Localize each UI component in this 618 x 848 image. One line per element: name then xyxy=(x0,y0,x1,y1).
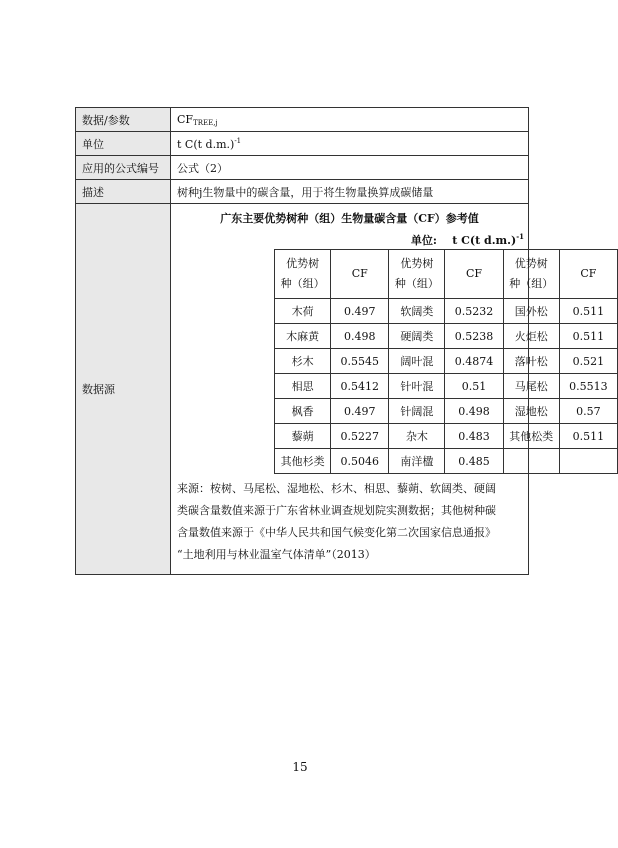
species-cell xyxy=(503,449,559,474)
cf-cell: 0.497 xyxy=(331,299,389,324)
species-cell: 藜蒴 xyxy=(275,424,331,449)
source-content xyxy=(171,204,608,575)
table-title: 广东主要优势树种（组）生物量碳含量（CF）参考值 xyxy=(220,212,479,225)
cf-cell: 0.5227 xyxy=(331,424,389,449)
species-cell: 木麻黄 xyxy=(275,324,331,349)
table-unit xyxy=(175,228,524,246)
formula-label: 应用的公式编号 xyxy=(76,156,171,180)
table-row xyxy=(275,374,618,399)
note-line: “土地利用与林业温室气体清单”（2013） xyxy=(177,548,376,561)
cf-cell: 0.5513 xyxy=(559,374,617,399)
unit-value xyxy=(171,132,529,156)
formula-row xyxy=(76,156,529,180)
table-unit-label: 单位: xyxy=(410,234,437,247)
param-value-main: CF xyxy=(177,112,194,126)
desc-value: 树种j生物量中的碳含量，用于将生物量换算成碳储量 xyxy=(171,180,529,204)
cf-cell: 0.5238 xyxy=(445,324,503,349)
table-row xyxy=(275,424,618,449)
cf-cell: 0.51 xyxy=(445,374,503,399)
source-row xyxy=(76,204,529,575)
species-cell: 木荷 xyxy=(275,299,331,324)
species-cell: 落叶松 xyxy=(503,349,559,374)
cf-cell: 0.498 xyxy=(445,399,503,424)
unit-value-sup: -1 xyxy=(234,136,242,145)
cf-cell: 0.521 xyxy=(559,349,617,374)
header-species: 优势树 种（组） xyxy=(389,250,445,299)
unit-label: 单位 xyxy=(76,132,171,156)
header-cf: CF xyxy=(331,250,389,299)
species-cell: 南洋楹 xyxy=(389,449,445,474)
page-number: 15 xyxy=(292,760,308,774)
cf-cell: 0.5232 xyxy=(445,299,503,324)
cf-cell xyxy=(559,449,617,474)
header-cf: CF xyxy=(559,250,617,299)
species-cell: 其他松类 xyxy=(503,424,559,449)
cf-cell: 0.5545 xyxy=(331,349,389,374)
table-unit-value: t C(t d.m.) xyxy=(452,234,517,247)
param-value xyxy=(171,108,529,132)
param-label: 数据/参数 xyxy=(76,108,171,132)
cf-cell: 0.5412 xyxy=(331,374,389,399)
header-species: 优势树 种（组） xyxy=(275,250,331,299)
cf-cell: 0.483 xyxy=(445,424,503,449)
species-cell: 马尾松 xyxy=(503,374,559,399)
species-cell: 湿地松 xyxy=(503,399,559,424)
species-cell: 硬阔类 xyxy=(389,324,445,349)
species-cell: 针叶混 xyxy=(389,374,445,399)
cf-reference-table xyxy=(274,249,618,474)
param-value-sub: TREE,j xyxy=(193,118,218,127)
note-line: 类碳含量数值来源于广东省林业调查规划院实测数据；其他树种碳 xyxy=(177,504,496,517)
cf-cell: 0.511 xyxy=(559,299,617,324)
species-cell: 枫香 xyxy=(275,399,331,424)
note-line: 来源：桉树、马尾松、湿地松、杉木、相思、藜蒴、软阔类、硬阔 xyxy=(177,482,496,495)
species-cell: 软阔类 xyxy=(389,299,445,324)
species-cell: 相思 xyxy=(275,374,331,399)
cf-cell: 0.5046 xyxy=(331,449,389,474)
cf-cell: 0.497 xyxy=(331,399,389,424)
species-cell: 杂木 xyxy=(389,424,445,449)
table-row xyxy=(275,349,618,374)
header-species: 优势树 种（组） xyxy=(503,250,559,299)
cf-cell: 0.498 xyxy=(331,324,389,349)
table-row xyxy=(275,399,618,424)
cf-cell: 0.4874 xyxy=(445,349,503,374)
cf-cell: 0.485 xyxy=(445,449,503,474)
cf-header-row xyxy=(275,250,618,299)
header-cf: CF xyxy=(445,250,503,299)
cf-cell: 0.57 xyxy=(559,399,617,424)
cf-cell: 0.511 xyxy=(559,424,617,449)
unit-value-main: t C(t d.m.) xyxy=(177,137,235,151)
species-cell: 杉木 xyxy=(275,349,331,374)
unit-row xyxy=(76,132,529,156)
table-row xyxy=(275,299,618,324)
species-cell: 国外松 xyxy=(503,299,559,324)
formula-value: 公式（2） xyxy=(171,156,529,180)
param-row xyxy=(76,108,529,132)
desc-label: 描述 xyxy=(76,180,171,204)
cf-cell: 0.511 xyxy=(559,324,617,349)
source-note xyxy=(175,478,524,566)
parameter-table xyxy=(75,107,608,575)
note-line: 含量数值来源于《中华人民共和国气候变化第二次国家信息通报》 xyxy=(177,526,496,539)
desc-row xyxy=(76,180,529,204)
species-cell: 阔叶混 xyxy=(389,349,445,374)
table-row xyxy=(275,449,618,474)
species-cell: 火炬松 xyxy=(503,324,559,349)
species-cell: 其他杉类 xyxy=(275,449,331,474)
source-label: 数据源 xyxy=(76,204,171,575)
table-unit-sup: -1 xyxy=(516,232,524,241)
table-row xyxy=(275,324,618,349)
species-cell: 针阔混 xyxy=(389,399,445,424)
